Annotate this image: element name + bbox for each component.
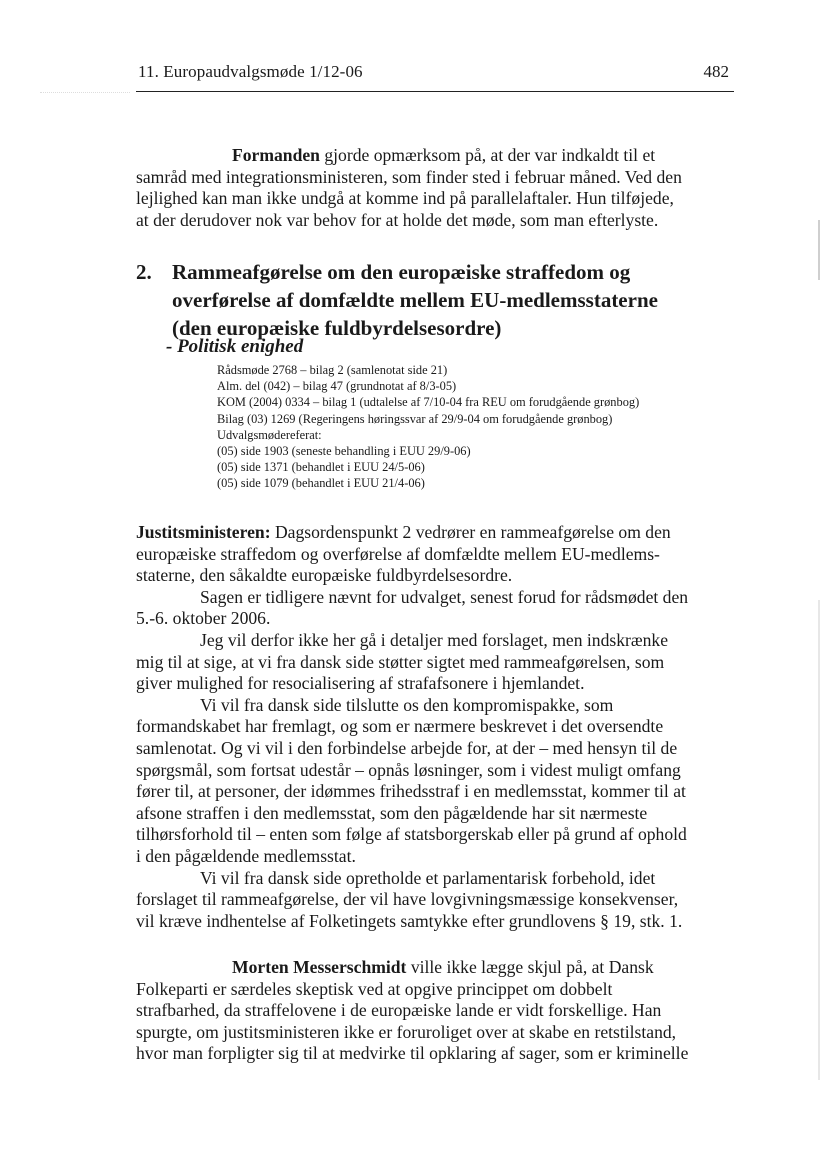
- speaker-name: Morten Messerschmidt: [232, 957, 407, 977]
- text-line: at der derudover nok var behov for at holde det møde, som man efterlyste.: [136, 209, 659, 230]
- text-line: samråd med integrationsministeren, som finder sted i februar måned. Ved den: [136, 166, 682, 187]
- text-line: mig til at sige, at vi fra dansk side støtter sigtet med rammeafgørelsen, som: [136, 651, 665, 672]
- text-line: Vi vil fra dansk side opretholde et parlamentarisk forbehold, idet: [200, 867, 656, 888]
- reference-item: Bilag (03) 1269 (Regeringens høringssvar af 29/9-04 om forudgående grønbog): [217, 411, 613, 426]
- text-line: Folkeparti er særdeles skeptisk ved at opgive princippet om dobbelt: [136, 978, 613, 999]
- reference-list: [217, 362, 639, 492]
- text-line: europæiske straffedom og overførelse af domfældte mellem EU-medlems-: [136, 543, 660, 564]
- text-line: formandskabet har fremlagt, og som er nærmere beskrevet i det oversendte: [136, 716, 664, 737]
- paragraph-messerschmidt: [136, 957, 736, 1065]
- text-line: giver mulighed for resocialisering af strafafsonere i hjemlandet.: [136, 673, 585, 694]
- text-line: Sagen er tidligere nævnt for udvalget, senest forud for rådsmødet den: [200, 586, 689, 607]
- title-line: Rammeafgørelse om den europæiske straffedom og: [172, 260, 631, 284]
- reference-item: KOM (2004) 0334 – bilag 1 (udtalelse af 7/10-04 fra REU om forudgående grønbog): [217, 395, 640, 410]
- scan-artifact: [40, 92, 130, 93]
- scan-edge-mark: [818, 220, 820, 280]
- agenda-item-number: 2.: [136, 260, 152, 284]
- agenda-item-title: [172, 258, 658, 342]
- reference-item: (05) side 1903 (seneste behandling i EUU 29/9-06): [217, 444, 471, 459]
- text-line: Jeg vil derfor ikke her gå i detaljer med forslaget, men indskrænke: [200, 629, 669, 650]
- title-line: (den europæiske fuldbyrdelsesordre): [172, 316, 502, 340]
- title-line: overførelse af domfældte mellem EU-medlemsstaterne: [172, 288, 658, 312]
- text-line: vil kræve indhentelse af Folketingets samtykke efter grundlovens § 19, stk. 1.: [136, 910, 683, 931]
- reference-item: (05) side 1079 (behandlet i EUU 21/4-06): [217, 476, 425, 491]
- text-line: i den pågældende medlemsstat.: [136, 845, 356, 866]
- text-line: ville ikke lægge skjul på, at Dansk: [406, 957, 654, 977]
- running-header: [138, 62, 732, 84]
- header-title: 11. Europaudvalgsmøde 1/12-06: [138, 62, 363, 81]
- text-line: samlenotat. Og vi vil i den forbindelse arbejde for, at der – med hensyn til de: [136, 737, 678, 758]
- speaker-name: Justitsministeren:: [136, 522, 271, 542]
- text-line: lejlighed kan man ikke undgå at komme ind på parallelaftaler. Hun tilføjede,: [136, 188, 674, 209]
- text-line: spurgte, om justitsministeren ikke er foruroliget over at skabe en retstilstand,: [136, 1021, 677, 1042]
- scan-edge-mark: [818, 600, 820, 1080]
- text-line: Vi vil fra dansk side tilslutte os den kompromispakke, som: [200, 694, 614, 715]
- text-line: gjorde opmærksom på, at der var indkaldt til et: [319, 145, 656, 165]
- text-line: staterne, den såkaldte europæiske fuldbyrdelsesordre.: [136, 565, 513, 586]
- header-rule: [136, 91, 734, 92]
- text-line: forslaget til rammeafgørelse, der vil have lovgivningsmæssige konsekvenser,: [136, 889, 679, 910]
- reference-item: Udvalgsmødereferat:: [217, 427, 322, 442]
- agenda-item-subtitle: - Politisk enighed: [166, 336, 304, 357]
- paragraph-justitsministeren: [136, 522, 736, 932]
- text-line: fører til, at personer, der idømmes frihedsstraf i en medlemsstat, kommer til at: [136, 781, 686, 802]
- text-line: afsone straffen i den medlemsstat, som den pågældende har sit nærmeste: [136, 802, 648, 823]
- speaker-name: Formanden: [232, 145, 320, 165]
- text-line: spørgsmål, som fortsat udestår – opnås løsninger, som i videst muligt omfang: [136, 759, 681, 780]
- reference-item: Alm. del (042) – bilag 47 (grundnotat af 8/3-05): [217, 379, 457, 394]
- text-line: tilhørsforhold til – enten som følge af statsborgerskab eller på grund af ophold: [136, 824, 687, 845]
- page-number: 482: [703, 62, 729, 81]
- text-line: 5.-6. oktober 2006.: [136, 608, 271, 629]
- text-line: strafbarhed, da straffelovene i de europæiske lande er vidt forskellige. Han: [136, 1000, 662, 1021]
- reference-item: Rådsmøde 2768 – bilag 2 (samlenotat side 21): [217, 363, 448, 377]
- text-line: hvor man forpligter sig til at medvirke til opklaring af sager, som er kriminelle: [136, 1043, 689, 1064]
- reference-item: (05) side 1371 (behandlet i EUU 24/5-06): [217, 460, 425, 475]
- text-line: Dagsordenspunkt 2 vedrører en rammeafgørelse om den: [270, 522, 671, 542]
- paragraph-formanden: [136, 145, 736, 231]
